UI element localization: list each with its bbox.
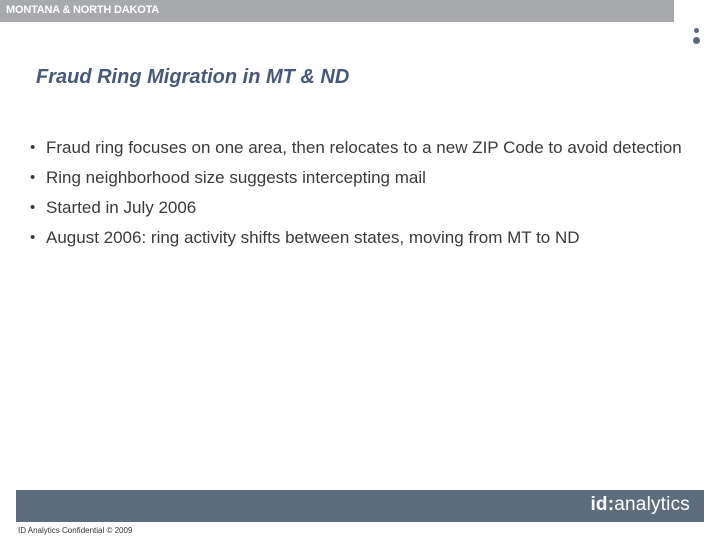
bullet-text: August 2006: ring activity shifts between states, moving from MT to ND [46, 228, 580, 247]
bullet-item [30, 197, 690, 218]
company-logo [590, 494, 690, 516]
dot-small [694, 28, 699, 33]
copyright-notice: ID Analytics Confidential © 2009 [18, 526, 133, 535]
bullet-text: Started in July 2006 [46, 198, 197, 217]
bullet-item [30, 137, 690, 158]
bullet-marker-icon: • [30, 199, 36, 216]
logo-part-id: id [590, 494, 608, 515]
slide-title: Fraud Ring Migration in MT & ND [36, 66, 350, 88]
bullet-item [30, 167, 690, 188]
decorative-dots-icon [692, 28, 702, 50]
section-label: MONTANA & NORTH DAKOTA [6, 4, 160, 16]
logo-part-analytics: analytics [614, 494, 690, 515]
dot-large [693, 37, 700, 44]
bullet-list [30, 137, 690, 257]
bullet-text: Ring neighborhood size suggests intercepting mail [46, 168, 426, 187]
bullet-item [30, 227, 690, 248]
bullet-marker-icon: • [30, 229, 36, 246]
footer-bar [16, 490, 704, 522]
bullet-text: Fraud ring focuses on one area, then relocates to a new ZIP Code to avoid detection [46, 138, 682, 157]
logo-separator: : [607, 494, 615, 515]
header-bar [0, 0, 674, 22]
bullet-marker-icon: • [30, 139, 36, 156]
bullet-marker-icon: • [30, 169, 36, 186]
